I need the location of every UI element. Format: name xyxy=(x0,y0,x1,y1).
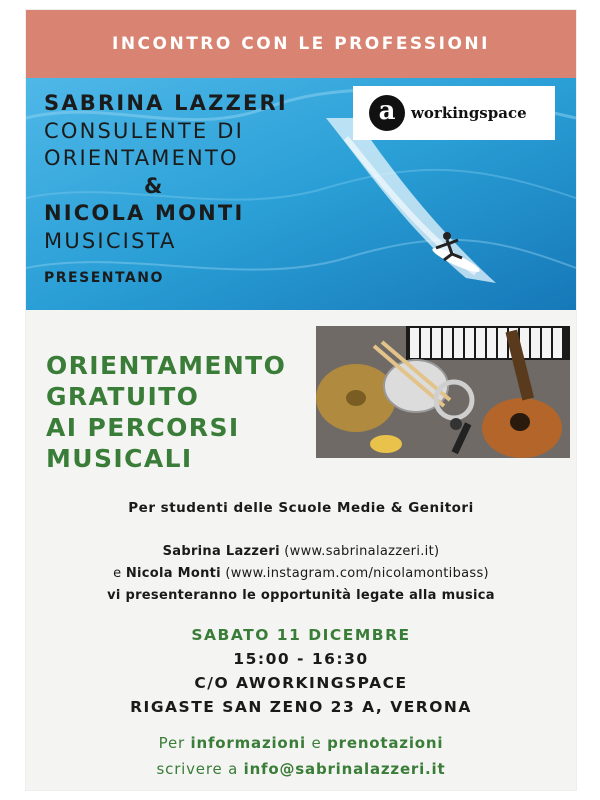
headline-line-1: ORIENTAMENTO xyxy=(46,351,287,380)
speakers-block xyxy=(44,90,288,293)
event-date: SABATO 11 DICEMBRE xyxy=(191,626,411,644)
target-audience: Per studenti delle Scuole Medie & Genitori xyxy=(128,500,474,516)
presenter1-name: Sabrina Lazzeri xyxy=(162,544,280,559)
banner-title: INCONTRO CON LE PROFESSIONI xyxy=(112,34,490,54)
presenter-line-1 xyxy=(26,544,576,559)
ampersand: & xyxy=(144,173,165,198)
presentano-label: PRESENTANO xyxy=(44,270,164,286)
presenter1-site: (www.sabrinalazzeri.it) xyxy=(279,544,440,559)
headline-line-3: AI PERCORSI xyxy=(46,413,240,442)
headline-line-4: MUSICALI xyxy=(46,444,193,473)
contact-prenotazioni: prenotazioni xyxy=(327,734,444,752)
logo-a-icon xyxy=(369,95,405,131)
contact-per: Per xyxy=(158,734,191,752)
poster xyxy=(26,10,576,790)
presenter-line-3: vi presenteranno le opportunità legate alla musica xyxy=(107,588,495,603)
aworkingspace-logo xyxy=(353,86,555,140)
speaker1-role-line1: CONSULENTE DI xyxy=(44,118,245,143)
speaker1-role-line2: ORIENTAMENTO xyxy=(44,146,239,170)
contact-e: e xyxy=(305,734,328,752)
headline-line-2: GRATUITO xyxy=(46,382,200,411)
contact-informazioni: informazioni xyxy=(190,734,306,752)
event-address: RIGASTE SAN ZENO 23 A, VERONA xyxy=(130,698,472,716)
presenter2-site: (www.instagram.com/nicolamontibass) xyxy=(220,566,489,581)
contact-line-1 xyxy=(26,734,576,752)
speaker2-name: NICOLA MONTI xyxy=(44,201,245,225)
instruments-photo xyxy=(316,326,570,458)
main-headline xyxy=(46,350,286,474)
speaker1-name: SABRINA LAZZERI xyxy=(44,91,288,115)
contact-scrivere: scrivere a xyxy=(156,760,244,778)
presenter2-name: Nicola Monti xyxy=(125,566,221,581)
logo-wordmark: workingspace xyxy=(411,104,527,122)
logo-letter: a xyxy=(378,96,396,126)
speaker2-role: MUSICISTA xyxy=(44,228,177,253)
hero-section xyxy=(26,78,576,310)
presenter-line-2 xyxy=(26,566,576,581)
contact-email: info@sabrinalazzeri.it xyxy=(243,760,446,778)
contact-line-2 xyxy=(26,760,576,778)
event-time: 15:00 - 16:30 xyxy=(233,650,369,668)
presenter-conj: e xyxy=(113,566,126,581)
event-venue: C/O AWORKINGSPACE xyxy=(194,674,408,692)
top-banner xyxy=(26,10,576,78)
